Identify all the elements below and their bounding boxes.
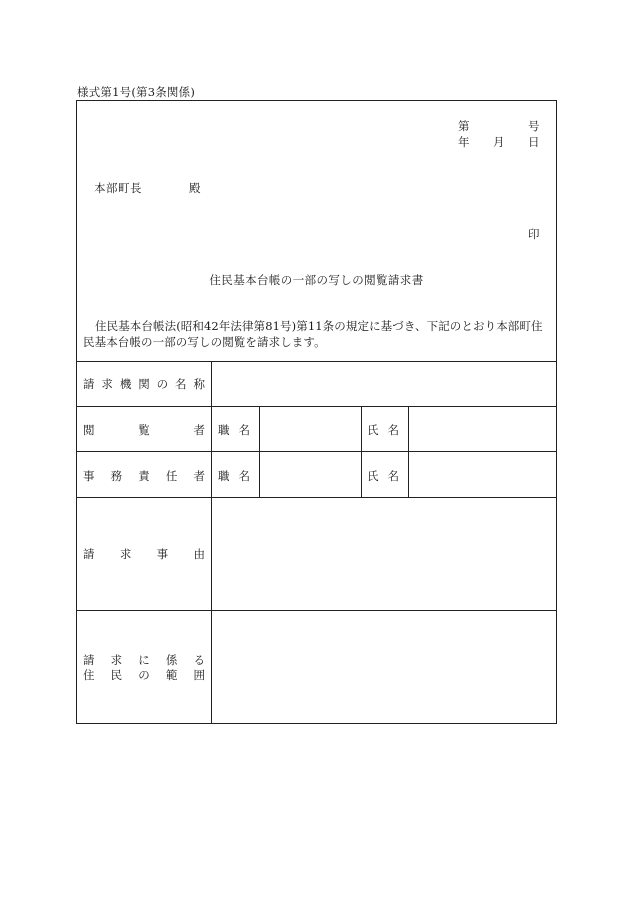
row-rule (77, 406, 556, 407)
row-rule (77, 497, 556, 498)
addressee (94, 180, 201, 196)
row-rule (77, 451, 556, 452)
name-label-left-rule (361, 406, 362, 497)
date-year: 年 (458, 135, 470, 149)
label-column-rule (211, 361, 212, 723)
officer-position-label: 職 名 (218, 469, 250, 483)
number-suffix: 号 (528, 119, 540, 133)
date-day: 日 (528, 135, 540, 149)
row-rule (77, 610, 556, 611)
institution-name-label: 請 求 機 関 の 名 称 (83, 377, 205, 391)
resident-scope-label-line2: 住 民 の 範 囲 (83, 668, 205, 682)
addressee-name: 本部町長 (94, 181, 142, 195)
table-top-rule (77, 361, 556, 362)
form-number-label: 様式第1号(第3条関係) (77, 85, 196, 99)
name-label-right-rule (408, 406, 409, 497)
number-prefix: 第 (458, 119, 470, 133)
officer-name-label: 氏 名 (367, 469, 399, 483)
responsible-officer-label: 事 務 責 任 者 (83, 469, 205, 483)
seal-mark: 印 (528, 227, 540, 241)
date-month: 月 (493, 135, 505, 149)
viewer-position-label: 職 名 (218, 423, 250, 437)
document-title: 住民基本台帳の一部の写しの閲覧請求書 (209, 273, 424, 287)
viewer-label: 閲 覧 者 (83, 423, 205, 437)
position-column-rule (259, 406, 260, 497)
resident-scope-label-line1: 請 求 に 係 る (83, 653, 205, 667)
request-statement: 住民基本台帳法(昭和42年法律第81号)第11条の規定に基づき、下記のとおり本部町住民基本台帳の一部の写しの閲覧を請求します。 (83, 319, 543, 349)
request-form (76, 100, 557, 724)
addressee-honorific: 殿 (189, 181, 201, 195)
request-reason-label: 請 求 事 由 (83, 547, 205, 561)
viewer-name-label: 氏 名 (367, 423, 399, 437)
